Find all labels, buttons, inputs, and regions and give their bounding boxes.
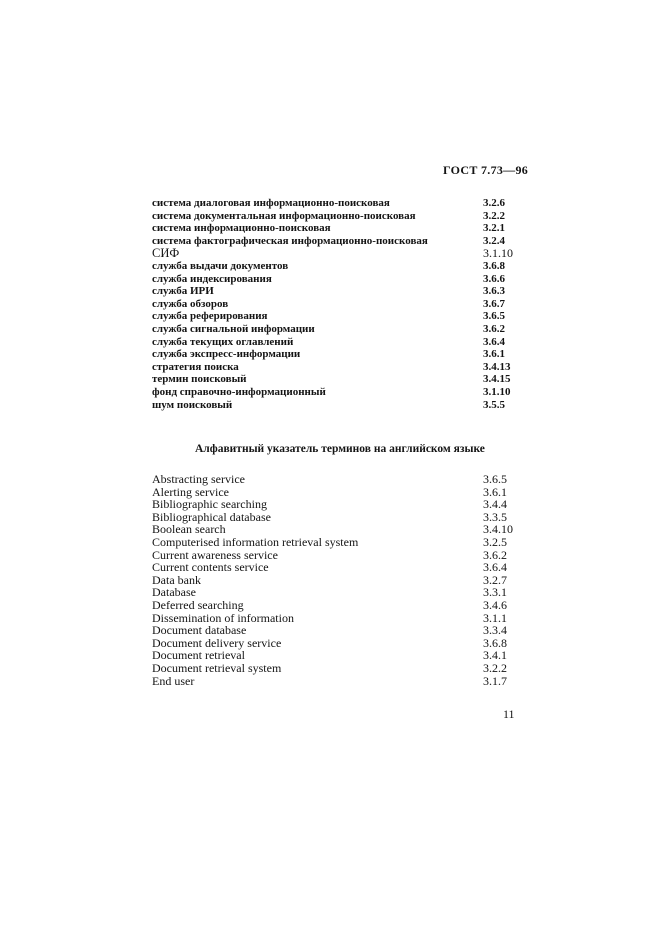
term-label: служба текущих оглавлений	[152, 335, 294, 348]
term-ref: 3.1.7	[483, 673, 507, 688]
term-ref: 3.2.7	[483, 572, 507, 587]
term-label: Computerised information retrieval system	[152, 534, 359, 549]
term-label: Boolean search	[152, 522, 226, 537]
term-label: Bibliographical database	[152, 509, 271, 524]
term-ref: 3.2.2	[483, 209, 505, 222]
list-item	[152, 361, 522, 374]
term-label: термин поисковый	[152, 373, 247, 386]
term-label: СИФ	[152, 246, 180, 261]
list-item	[152, 310, 522, 323]
list-item	[152, 599, 522, 612]
english-terms-list	[152, 473, 522, 687]
term-label: Document delivery service	[152, 635, 282, 650]
term-label: система фактографическая информационно-поисковая	[152, 234, 428, 247]
list-item	[152, 624, 522, 637]
list-item	[152, 386, 522, 399]
term-ref: 3.6.4	[483, 335, 505, 348]
list-item	[152, 285, 522, 298]
term-label: Current contents service	[152, 560, 269, 575]
term-ref: 3.6.7	[483, 297, 505, 310]
term-label: Document retrieval system	[152, 660, 282, 675]
term-ref: 3.4.6	[483, 597, 507, 612]
term-label: служба экспресс-информации	[152, 348, 301, 361]
term-ref: 3.4.13	[483, 360, 511, 373]
term-ref: 3.6.5	[483, 310, 505, 323]
term-ref: 3.4.1	[483, 648, 507, 663]
term-ref: 3.4.10	[483, 522, 513, 537]
term-label: система документальная информационно-поисковая	[152, 209, 416, 222]
list-item	[152, 323, 522, 336]
term-label: шум поисковый	[152, 398, 233, 411]
term-ref: 3.4.15	[483, 373, 511, 386]
term-ref: 3.6.1	[483, 348, 505, 361]
term-ref: 3.6.2	[483, 547, 507, 562]
list-item	[152, 336, 522, 349]
term-label: Current awareness service	[152, 547, 278, 562]
term-ref: 3.3.5	[483, 509, 507, 524]
list-item	[152, 675, 522, 688]
term-label: Deferred searching	[152, 597, 244, 612]
term-ref: 3.3.4	[483, 623, 507, 638]
term-label: служба выдачи документов	[152, 259, 289, 272]
term-ref: 3.5.5	[483, 398, 505, 411]
term-ref: 3.2.1	[483, 222, 505, 235]
list-item	[152, 247, 522, 260]
term-label: служба ИРИ	[152, 285, 214, 298]
list-item	[152, 498, 522, 511]
term-ref: 3.3.1	[483, 585, 507, 600]
term-label: Alerting service	[152, 484, 229, 499]
list-item	[152, 222, 522, 235]
term-ref: 3.6.4	[483, 560, 507, 575]
term-label: Data bank	[152, 572, 201, 587]
term-label: фонд справочно-информационный	[152, 385, 326, 398]
term-label: Bibliographic searching	[152, 497, 267, 512]
term-ref: 3.1.10	[483, 385, 511, 398]
term-ref: 3.6.8	[483, 635, 507, 650]
term-label: служба обзоров	[152, 297, 229, 310]
term-label: Dissemination of information	[152, 610, 294, 625]
list-item	[152, 197, 522, 210]
list-item	[152, 473, 522, 486]
term-ref: 3.6.3	[483, 285, 505, 298]
term-label: служба реферирования	[152, 310, 268, 323]
term-label: система диалоговая информационно-поисковая	[152, 197, 390, 209]
list-item	[152, 399, 522, 412]
russian-terms-list	[152, 197, 522, 411]
list-item	[152, 662, 522, 675]
page-number: 11	[503, 707, 515, 721]
list-item	[152, 574, 522, 587]
term-label: служба сигнальной информации	[152, 322, 315, 335]
list-item	[152, 373, 522, 386]
term-label: стратегия поиска	[152, 360, 239, 373]
term-label: система информационно-поисковая	[152, 222, 331, 235]
document-code: ГОСТ 7.73—96	[443, 163, 529, 177]
term-ref: 3.6.8	[483, 259, 505, 272]
term-label: Document database	[152, 623, 247, 638]
term-ref: 3.2.2	[483, 660, 507, 675]
list-item	[152, 348, 522, 361]
section-title: Алфавитный указатель терминов на английском языке	[195, 443, 485, 455]
list-item	[152, 210, 522, 223]
term-label: Abstracting service	[152, 472, 245, 486]
term-ref: 3.6.5	[483, 472, 507, 486]
term-ref: 3.2.6	[483, 197, 505, 209]
term-ref: 3.1.1	[483, 610, 507, 625]
term-ref: 3.6.2	[483, 322, 505, 335]
list-item	[152, 536, 522, 549]
list-item	[152, 298, 522, 311]
list-item	[152, 561, 522, 574]
term-ref: 3.6.6	[483, 272, 505, 285]
list-item	[152, 260, 522, 273]
term-ref: 3.6.1	[483, 484, 507, 499]
term-label: End user	[152, 673, 195, 688]
term-ref: 3.4.4	[483, 497, 507, 512]
term-label: Database	[152, 585, 196, 600]
term-ref: 3.2.4	[483, 234, 505, 247]
list-item	[152, 273, 522, 286]
term-ref: 3.2.5	[483, 534, 507, 549]
term-ref: 3.1.10	[483, 246, 513, 261]
list-item	[152, 235, 522, 248]
term-label: Document retrieval	[152, 648, 245, 663]
term-label: служба индексирования	[152, 272, 272, 285]
